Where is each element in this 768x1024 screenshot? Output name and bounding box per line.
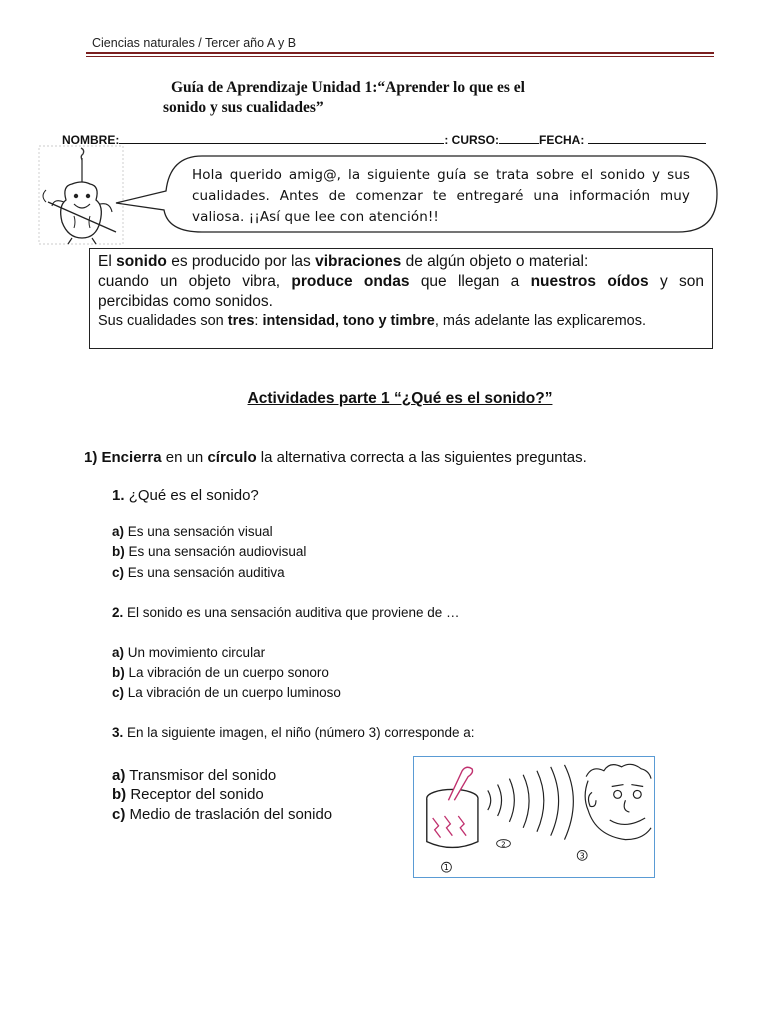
info-bold: intensidad, tono y timbre xyxy=(262,313,435,329)
option-letter: c) xyxy=(112,806,126,823)
option-letter: c) xyxy=(112,565,125,580)
child-face-drawing xyxy=(585,764,651,839)
option-letter: c) xyxy=(112,685,125,700)
title-line-2: sonido y sus cualidades” xyxy=(163,99,324,116)
option-text: Es una sensación auditiva xyxy=(127,565,285,580)
date-field[interactable] xyxy=(588,132,706,144)
info-text: es producido por las xyxy=(166,253,316,270)
info-text: : xyxy=(254,313,263,329)
option-letter: b) xyxy=(112,786,127,803)
bubble-line-3: valiosa. ¡¡Así que lee con atención!! xyxy=(192,209,439,225)
info-text: que llegan a xyxy=(409,273,531,290)
activity-title: Actividades parte 1 “¿Qué es el sonido?” xyxy=(247,390,553,407)
date-label: FECHA: xyxy=(539,133,585,147)
option-letter: a) xyxy=(112,645,125,660)
instruction-bold: círculo xyxy=(207,449,257,466)
option-text: Transmisor del sonido xyxy=(129,767,277,784)
label-3: 3 xyxy=(579,851,585,861)
title-line-1: Guía de Aprendizaje Unidad 1:“Aprender lo que es el xyxy=(171,79,525,96)
option-letter: b) xyxy=(112,544,125,559)
label-1: 1 xyxy=(443,863,449,873)
question-number: 1. xyxy=(112,487,125,504)
question-1 xyxy=(112,487,259,504)
sound-transmission-illustration xyxy=(413,756,655,878)
info-text: , más adelante las explicaremos. xyxy=(434,313,647,329)
info-text: El xyxy=(98,253,117,270)
speech-bubble-text xyxy=(192,165,690,228)
info-bold: sonido xyxy=(116,253,167,270)
sound-waves xyxy=(488,765,574,840)
info-text: de algún objeto o material: xyxy=(401,253,589,270)
option-2b[interactable] xyxy=(112,665,329,680)
bubble-line-1: Hola querido amig@, la siguiente guía se trata sobre el sonido y sus xyxy=(192,167,690,183)
option-3a[interactable] xyxy=(112,767,276,784)
option-1a[interactable] xyxy=(112,524,273,539)
course-label: : CURSO: xyxy=(444,133,499,147)
question-text: ¿Qué es el sonido? xyxy=(128,487,259,504)
info-text: y son xyxy=(648,273,704,290)
course-header: Ciencias naturales / Tercer año A y B xyxy=(92,36,297,50)
header-divider-thin xyxy=(86,56,714,57)
option-text: Medio de traslación del sonido xyxy=(129,806,333,823)
option-letter: a) xyxy=(112,767,126,784)
option-3c[interactable] xyxy=(112,806,332,823)
option-text: La vibración de un cuerpo luminoso xyxy=(127,685,341,700)
drum-drawing xyxy=(427,767,478,847)
option-2a[interactable] xyxy=(112,645,265,660)
info-line-4 xyxy=(98,313,646,329)
question-text: En la siguiente imagen, el niño (número 3) corresponde a: xyxy=(127,725,475,740)
info-line-1 xyxy=(98,253,588,271)
instruction-number: 1) xyxy=(84,449,98,466)
question-3 xyxy=(112,725,475,740)
info-line-3: percibidas como sonidos. xyxy=(98,293,273,310)
instruction-text: en un xyxy=(161,449,208,466)
info-text: Sus cualidades son xyxy=(98,313,228,329)
option-text: La vibración de un cuerpo sonoro xyxy=(128,665,329,680)
option-3b[interactable] xyxy=(112,786,264,803)
option-2c[interactable] xyxy=(112,685,341,700)
instruction xyxy=(84,449,587,466)
info-bold: vibraciones xyxy=(315,253,402,270)
label-2: 2 xyxy=(501,840,506,849)
info-bold: nuestros oídos xyxy=(530,273,649,290)
question-2 xyxy=(112,605,460,620)
header-divider xyxy=(86,52,714,54)
info-line-2 xyxy=(98,273,704,291)
student-info-row xyxy=(62,132,712,147)
option-text: Es una sensación audiovisual xyxy=(128,544,307,559)
option-text: Receptor del sonido xyxy=(130,786,264,803)
option-1b[interactable] xyxy=(112,544,306,559)
option-letter: a) xyxy=(112,524,125,539)
option-letter: b) xyxy=(112,665,125,680)
course-field[interactable] xyxy=(499,132,539,144)
page-title xyxy=(163,78,603,118)
question-text: El sonido es una sensación auditiva que proviene de … xyxy=(127,605,460,620)
instruction-text: la alternativa correcta a las siguientes preguntas. xyxy=(256,449,587,466)
info-bold: produce ondas xyxy=(291,273,410,290)
option-text: Un movimiento circular xyxy=(127,645,266,660)
name-field[interactable] xyxy=(119,132,444,144)
name-label: NOMBRE: xyxy=(62,133,120,147)
info-bold: tres xyxy=(227,313,255,329)
question-number: 3. xyxy=(112,725,124,740)
bubble-line-2: cualidades. Antes de comenzar te entregaré una información muy xyxy=(192,188,690,204)
info-text: cuando un objeto vibra, xyxy=(98,273,292,290)
question-number: 2. xyxy=(112,605,124,620)
violin-character-illustration xyxy=(38,144,124,246)
option-text: Es una sensación visual xyxy=(127,524,273,539)
option-1c[interactable] xyxy=(112,565,285,580)
instruction-bold: Encierra xyxy=(101,449,162,466)
